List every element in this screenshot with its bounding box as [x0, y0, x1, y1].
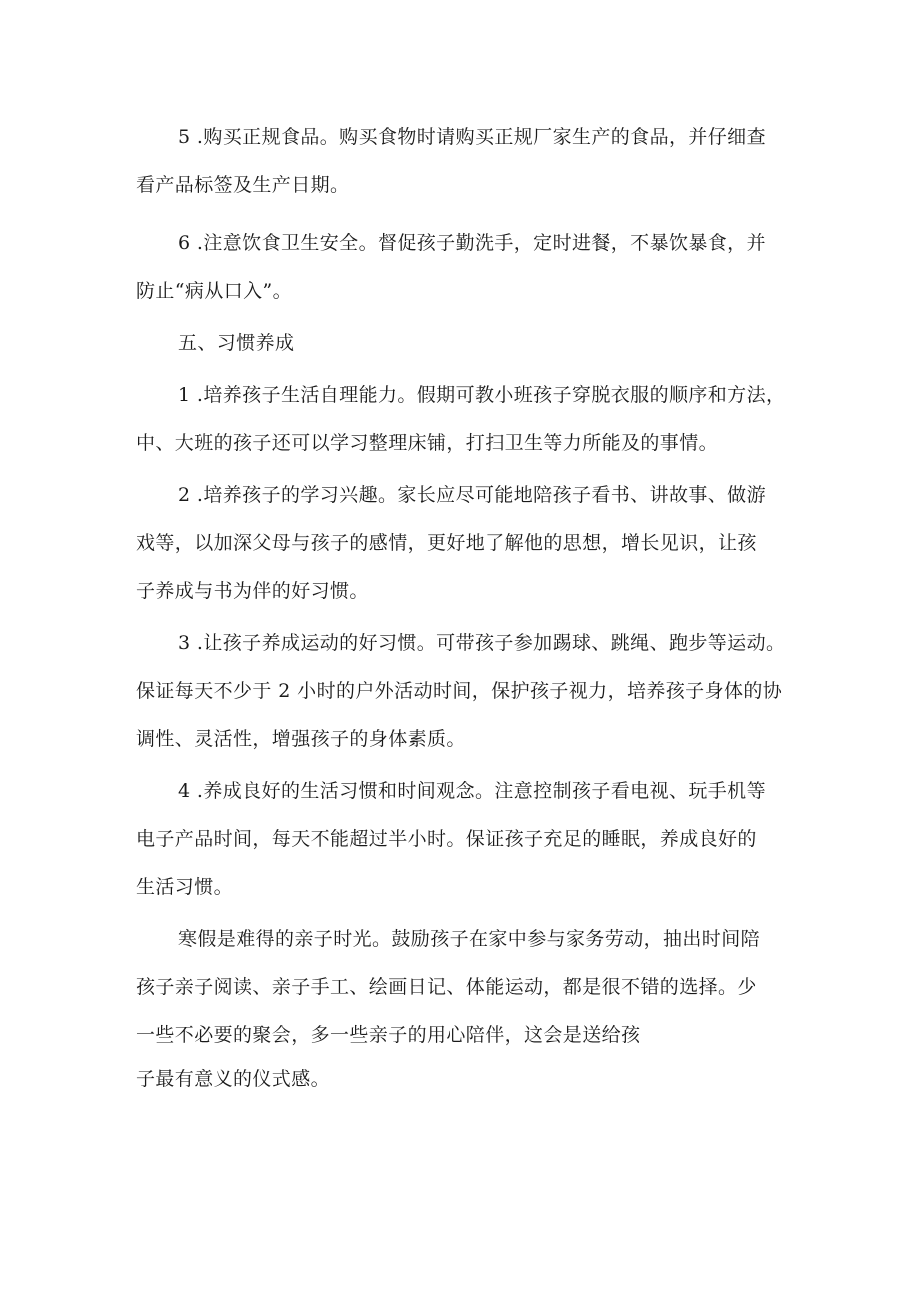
paragraph-line: 孩子亲子阅读、亲子手工、绘画日记、体能运动，都是很不错的选择。少 — [136, 976, 757, 998]
habit-paragraph-1 — [136, 371, 790, 467]
paragraph-line: 6 .注意饮食卫生安全。督促孩子勤洗手，定时进餐，不暴饮暴食，并 — [178, 232, 766, 254]
paragraph-line: 中、大班的孩子还可以学习整理床铺，打扫卫生等力所能及的事情。 — [136, 432, 719, 454]
paragraph-line: 调性、灵活性，增强孩子的身体素质。 — [136, 728, 466, 750]
paragraph-line: 4 .养成良好的生活习惯和时间观念。注意控制孩子看电视、玩手机等 — [178, 780, 766, 802]
paragraph-6 — [136, 219, 790, 315]
paragraph-line: 戏等，以加深父母与孩子的感情，更好地了解他的思想，增长见识，让孩 — [136, 532, 757, 554]
paragraph-line: 1 .培养孩子生活自理能力。假期可教小班孩子穿脱衣服的顺序和方法， — [178, 384, 786, 406]
habit-paragraph-3 — [136, 619, 790, 763]
document-body — [136, 113, 790, 1099]
section-heading: 五、习惯养成 — [178, 332, 295, 354]
habit-paragraph-2 — [136, 471, 790, 615]
paragraph-line: 防止“病从口入”。 — [136, 280, 293, 302]
paragraph-line: 看产品标签及生产日期。 — [136, 174, 350, 196]
paragraph-5 — [136, 113, 790, 209]
paragraph-line: 子最有意义的仪式感。 — [136, 1068, 331, 1090]
paragraph-line: 2 .培养孩子的学习兴趣。家长应尽可能地陪孩子看书、讲故事、做游 — [178, 484, 766, 506]
paragraph-line: 电子产品时间，每天不能超过半小时。保证孩子充足的睡眠，养成良好的 — [136, 828, 757, 850]
paragraph-line: 子养成与书为伴的好习惯。 — [136, 580, 369, 602]
paragraph-line: 5 .购买正规食品。购买食物时请购买正规厂家生产的食品，并仔细查 — [178, 126, 766, 148]
closing-paragraph — [136, 915, 790, 1099]
paragraph-line: 寒假是难得的亲子时光。鼓励孩子在家中参与家务劳动，抽出时间陪 — [178, 928, 761, 950]
paragraph-line: 3 .让孩子养成运动的好习惯。可带孩子参加踢球、跳绳、跑步等运动。 — [178, 632, 786, 654]
habit-paragraph-4 — [136, 767, 790, 911]
paragraph-line: 保证每天不少于 2 小时的户外活动时间，保护孩子视力，培养孩子身体的协 — [136, 680, 783, 702]
paragraph-line: 一些不必要的聚会，多一些亲子的用心陪伴，这会是送给孩 — [136, 1024, 641, 1046]
paragraph-line: 生活习惯。 — [136, 876, 234, 898]
